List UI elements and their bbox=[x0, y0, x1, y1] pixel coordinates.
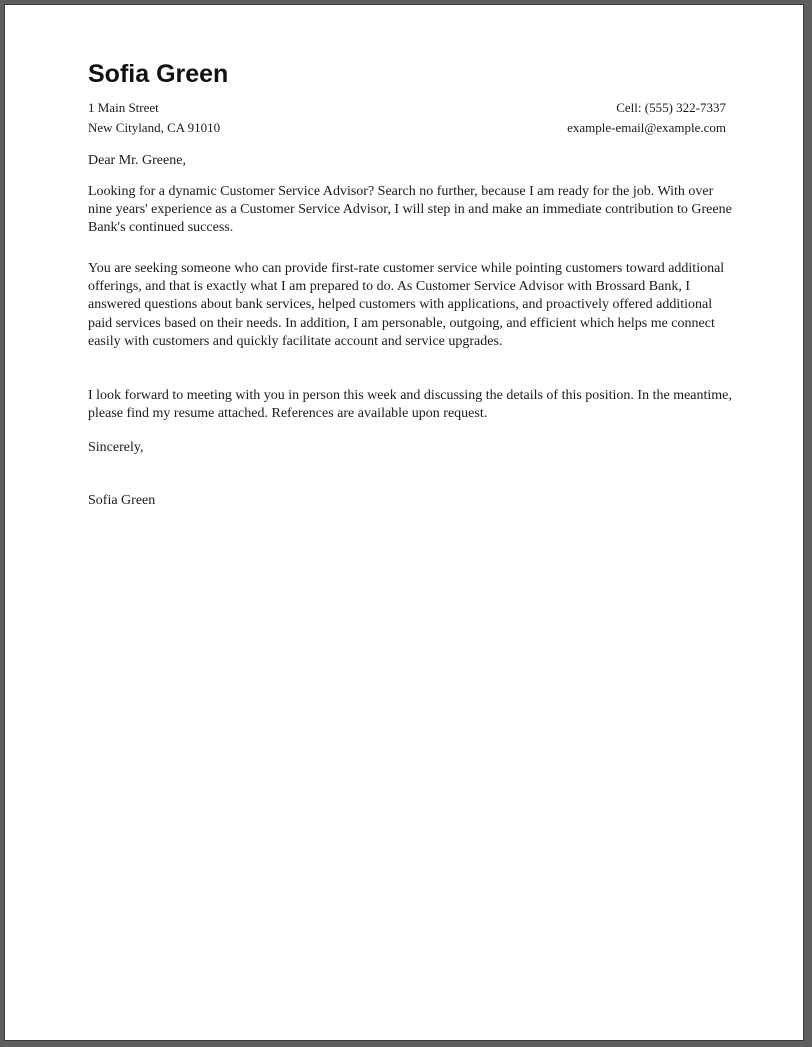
address-line-2: New Cityland, CA 91010 bbox=[88, 120, 221, 135]
contact-row-2 bbox=[88, 120, 726, 136]
email: example-email@example.com bbox=[567, 120, 726, 135]
paragraph-2: You are seeking someone who can provide first-rate customer service while pointing customers toward additional offerings, and that is exactly what I am prepared to do. As Customer Service Advisor with Brossard Bank, I answered questions about bank services, helped customers with applications, and proactively offered additional paid services based on their needs. In addition, I am personable, outgoing, and efficient which helps me connect easily with customers and quickly facilitate account and service upgrades. bbox=[88, 261, 725, 349]
closing: Sincerely, bbox=[88, 440, 144, 455]
paragraph-1: Looking for a dynamic Customer Service Advisor? Search no further, because I am ready for the job. With over nine years' experience as a Customer Service Advisor, I will step in and make an immediate contribution to Greene Bank's continued success. bbox=[88, 184, 732, 236]
salutation: Dear Mr. Greene, bbox=[88, 153, 186, 168]
phone: Cell: (555) 322-7337 bbox=[616, 100, 726, 115]
paragraph-3: I look forward to meeting with you in person this week and discussing the details of this position. In the meantime, please find my resume attached. References are available upon request. bbox=[88, 388, 732, 422]
contact-row-1 bbox=[88, 100, 726, 116]
sender-name: Sofia Green bbox=[88, 60, 229, 88]
address-line-1: 1 Main Street bbox=[88, 100, 159, 115]
signature: Sofia Green bbox=[88, 493, 156, 508]
letter-page bbox=[4, 4, 804, 1041]
